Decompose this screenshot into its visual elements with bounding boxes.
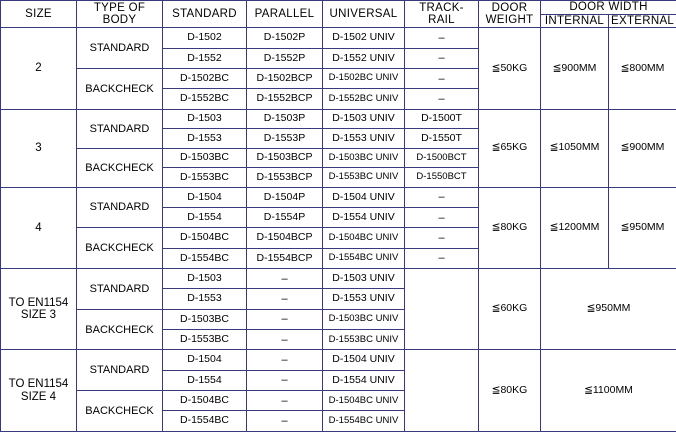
cell-track-rail: D-1550T — [405, 129, 479, 149]
cell-size: 4 — [1, 187, 77, 268]
cell-parallel: – — [247, 411, 323, 432]
table-body — [1, 28, 676, 432]
cell-parallel: – — [247, 309, 323, 329]
cell-track-rail: – — [405, 28, 479, 48]
cell-universal: D-1552 UNIV — [323, 48, 405, 68]
cell-parallel: D-1502P — [247, 28, 323, 48]
cell-standard: D-1503 — [163, 109, 247, 129]
cell-parallel: D-1503BCP — [247, 148, 323, 168]
table-row — [1, 269, 676, 289]
cell-track-rail: – — [405, 187, 479, 207]
table-row — [1, 109, 676, 129]
cell-parallel: D-1553BCP — [247, 168, 323, 188]
cell-universal: D-1504 UNIV — [323, 350, 405, 370]
table-row — [1, 187, 676, 207]
cell-parallel: D-1552P — [247, 48, 323, 68]
cell-track-rail: D-1500T — [405, 109, 479, 129]
cell-body-type: BACKCHECK — [77, 391, 163, 432]
table-row — [1, 28, 676, 48]
cell-parallel: D-1502BCP — [247, 68, 323, 88]
cell-track-rail: – — [405, 208, 479, 228]
cell-parallel: D-1504BCP — [247, 228, 323, 248]
cell-parallel: – — [247, 370, 323, 390]
cell-body-type: STANDARD — [77, 109, 163, 148]
cell-door-weight: ≦50KG — [479, 28, 541, 109]
cell-parallel: – — [247, 289, 323, 309]
cell-size: TO EN1154 SIZE 4 — [1, 350, 77, 432]
cell-door-weight: ≦60KG — [479, 269, 541, 350]
cell-standard: D-1554BC — [163, 248, 247, 268]
header-track-rail: TRACK-RAIL — [405, 1, 479, 28]
cell-standard: D-1504BC — [163, 391, 247, 411]
cell-track-rail: – — [405, 48, 479, 68]
cell-universal: D-1504BC UNIV — [323, 228, 405, 248]
header-size: SIZE — [1, 1, 77, 28]
cell-universal: D-1554 UNIV — [323, 208, 405, 228]
cell-standard: D-1552 — [163, 48, 247, 68]
cell-door-weight: ≦80KG — [479, 350, 541, 432]
header-standard: STANDARD — [163, 1, 247, 28]
cell-parallel: D-1503P — [247, 109, 323, 129]
cell-track-rail: D-1500BCT — [405, 148, 479, 168]
cell-door-width: ≦1100MM — [541, 350, 676, 432]
cell-parallel: D-1553P — [247, 129, 323, 149]
cell-standard: D-1554BC — [163, 411, 247, 432]
header-universal: UNIVERSAL — [323, 1, 405, 28]
cell-standard: D-1502BC — [163, 68, 247, 88]
cell-internal-width: ≦1200MM — [541, 187, 609, 268]
cell-body-type: BACKCHECK — [77, 309, 163, 350]
cell-standard: D-1552BC — [163, 89, 247, 109]
cell-standard: D-1503 — [163, 269, 247, 289]
cell-body-type: STANDARD — [77, 28, 163, 69]
cell-universal: D-1552BC UNIV — [323, 89, 405, 109]
cell-universal: D-1554BC UNIV — [323, 411, 405, 432]
cell-door-weight: ≦65KG — [479, 109, 541, 187]
cell-universal: D-1554 UNIV — [323, 370, 405, 390]
cell-standard: D-1503BC — [163, 148, 247, 168]
cell-universal: D-1553 UNIV — [323, 289, 405, 309]
cell-parallel: – — [247, 269, 323, 289]
cell-track-rail: D-1550BCT — [405, 168, 479, 188]
cell-standard: D-1553BC — [163, 330, 247, 350]
cell-parallel: D-1554P — [247, 208, 323, 228]
cell-parallel: D-1552BCP — [247, 89, 323, 109]
header-internal: INTERNAL — [541, 14, 609, 28]
cell-external-width: ≦950MM — [609, 187, 676, 268]
cell-internal-width: ≦1050MM — [541, 109, 609, 187]
cell-standard: D-1554 — [163, 370, 247, 390]
cell-body-type: BACKCHECK — [77, 68, 163, 109]
cell-universal: D-1502 UNIV — [323, 28, 405, 48]
cell-universal: D-1504BC UNIV — [323, 391, 405, 411]
cell-universal: D-1553BC UNIV — [323, 330, 405, 350]
cell-standard: D-1504 — [163, 187, 247, 207]
cell-body-type: STANDARD — [77, 187, 163, 228]
cell-standard: D-1553BC — [163, 168, 247, 188]
cell-standard: D-1504 — [163, 350, 247, 370]
cell-body-type: BACKCHECK — [77, 148, 163, 187]
cell-size: 2 — [1, 28, 77, 109]
cell-track-rail: – — [405, 89, 479, 109]
cell-track-rail: – — [405, 68, 479, 88]
cell-door-weight: ≦80KG — [479, 187, 541, 268]
header-type-of-body: TYPE OF BODY — [77, 1, 163, 28]
cell-external-width: ≦900MM — [609, 109, 676, 187]
cell-universal: D-1553 UNIV — [323, 129, 405, 149]
cell-parallel: D-1504P — [247, 187, 323, 207]
cell-parallel: – — [247, 350, 323, 370]
cell-track-rail: – — [405, 228, 479, 248]
cell-body-type: STANDARD — [77, 269, 163, 310]
cell-standard: D-1553 — [163, 129, 247, 149]
header-door-width: DOOR WIDTH — [541, 1, 676, 15]
cell-standard: D-1502 — [163, 28, 247, 48]
cell-track-rail — [405, 350, 479, 432]
cell-universal: D-1503 UNIV — [323, 109, 405, 129]
cell-body-type: STANDARD — [77, 350, 163, 391]
header-door-weight: DOOR WEIGHT — [479, 1, 541, 28]
cell-body-type: BACKCHECK — [77, 228, 163, 269]
cell-track-rail: – — [405, 248, 479, 268]
cell-standard: D-1503BC — [163, 309, 247, 329]
cell-universal: D-1503BC UNIV — [323, 148, 405, 168]
cell-universal: D-1553BC UNIV — [323, 168, 405, 188]
cell-universal: D-1504 UNIV — [323, 187, 405, 207]
cell-internal-width: ≦900MM — [541, 28, 609, 109]
cell-universal: D-1503BC UNIV — [323, 309, 405, 329]
cell-universal: D-1554BC UNIV — [323, 248, 405, 268]
header-parallel: PARALLEL — [247, 1, 323, 28]
cell-parallel: D-1554BCP — [247, 248, 323, 268]
cell-standard: D-1553 — [163, 289, 247, 309]
table-header — [1, 1, 676, 28]
cell-universal: D-1503 UNIV — [323, 269, 405, 289]
cell-parallel: – — [247, 330, 323, 350]
cell-door-width: ≦950MM — [541, 269, 676, 350]
cell-standard: D-1504BC — [163, 228, 247, 248]
table-row — [1, 350, 676, 370]
cell-size: 3 — [1, 109, 77, 187]
header-row-1 — [1, 1, 676, 15]
cell-universal: D-1502BC UNIV — [323, 68, 405, 88]
header-external: EXTERNAL — [609, 14, 676, 28]
cell-standard: D-1554 — [163, 208, 247, 228]
cell-track-rail — [405, 269, 479, 350]
cell-external-width: ≦800MM — [609, 28, 676, 109]
cell-parallel: – — [247, 391, 323, 411]
cell-size: TO EN1154 SIZE 3 — [1, 269, 77, 350]
